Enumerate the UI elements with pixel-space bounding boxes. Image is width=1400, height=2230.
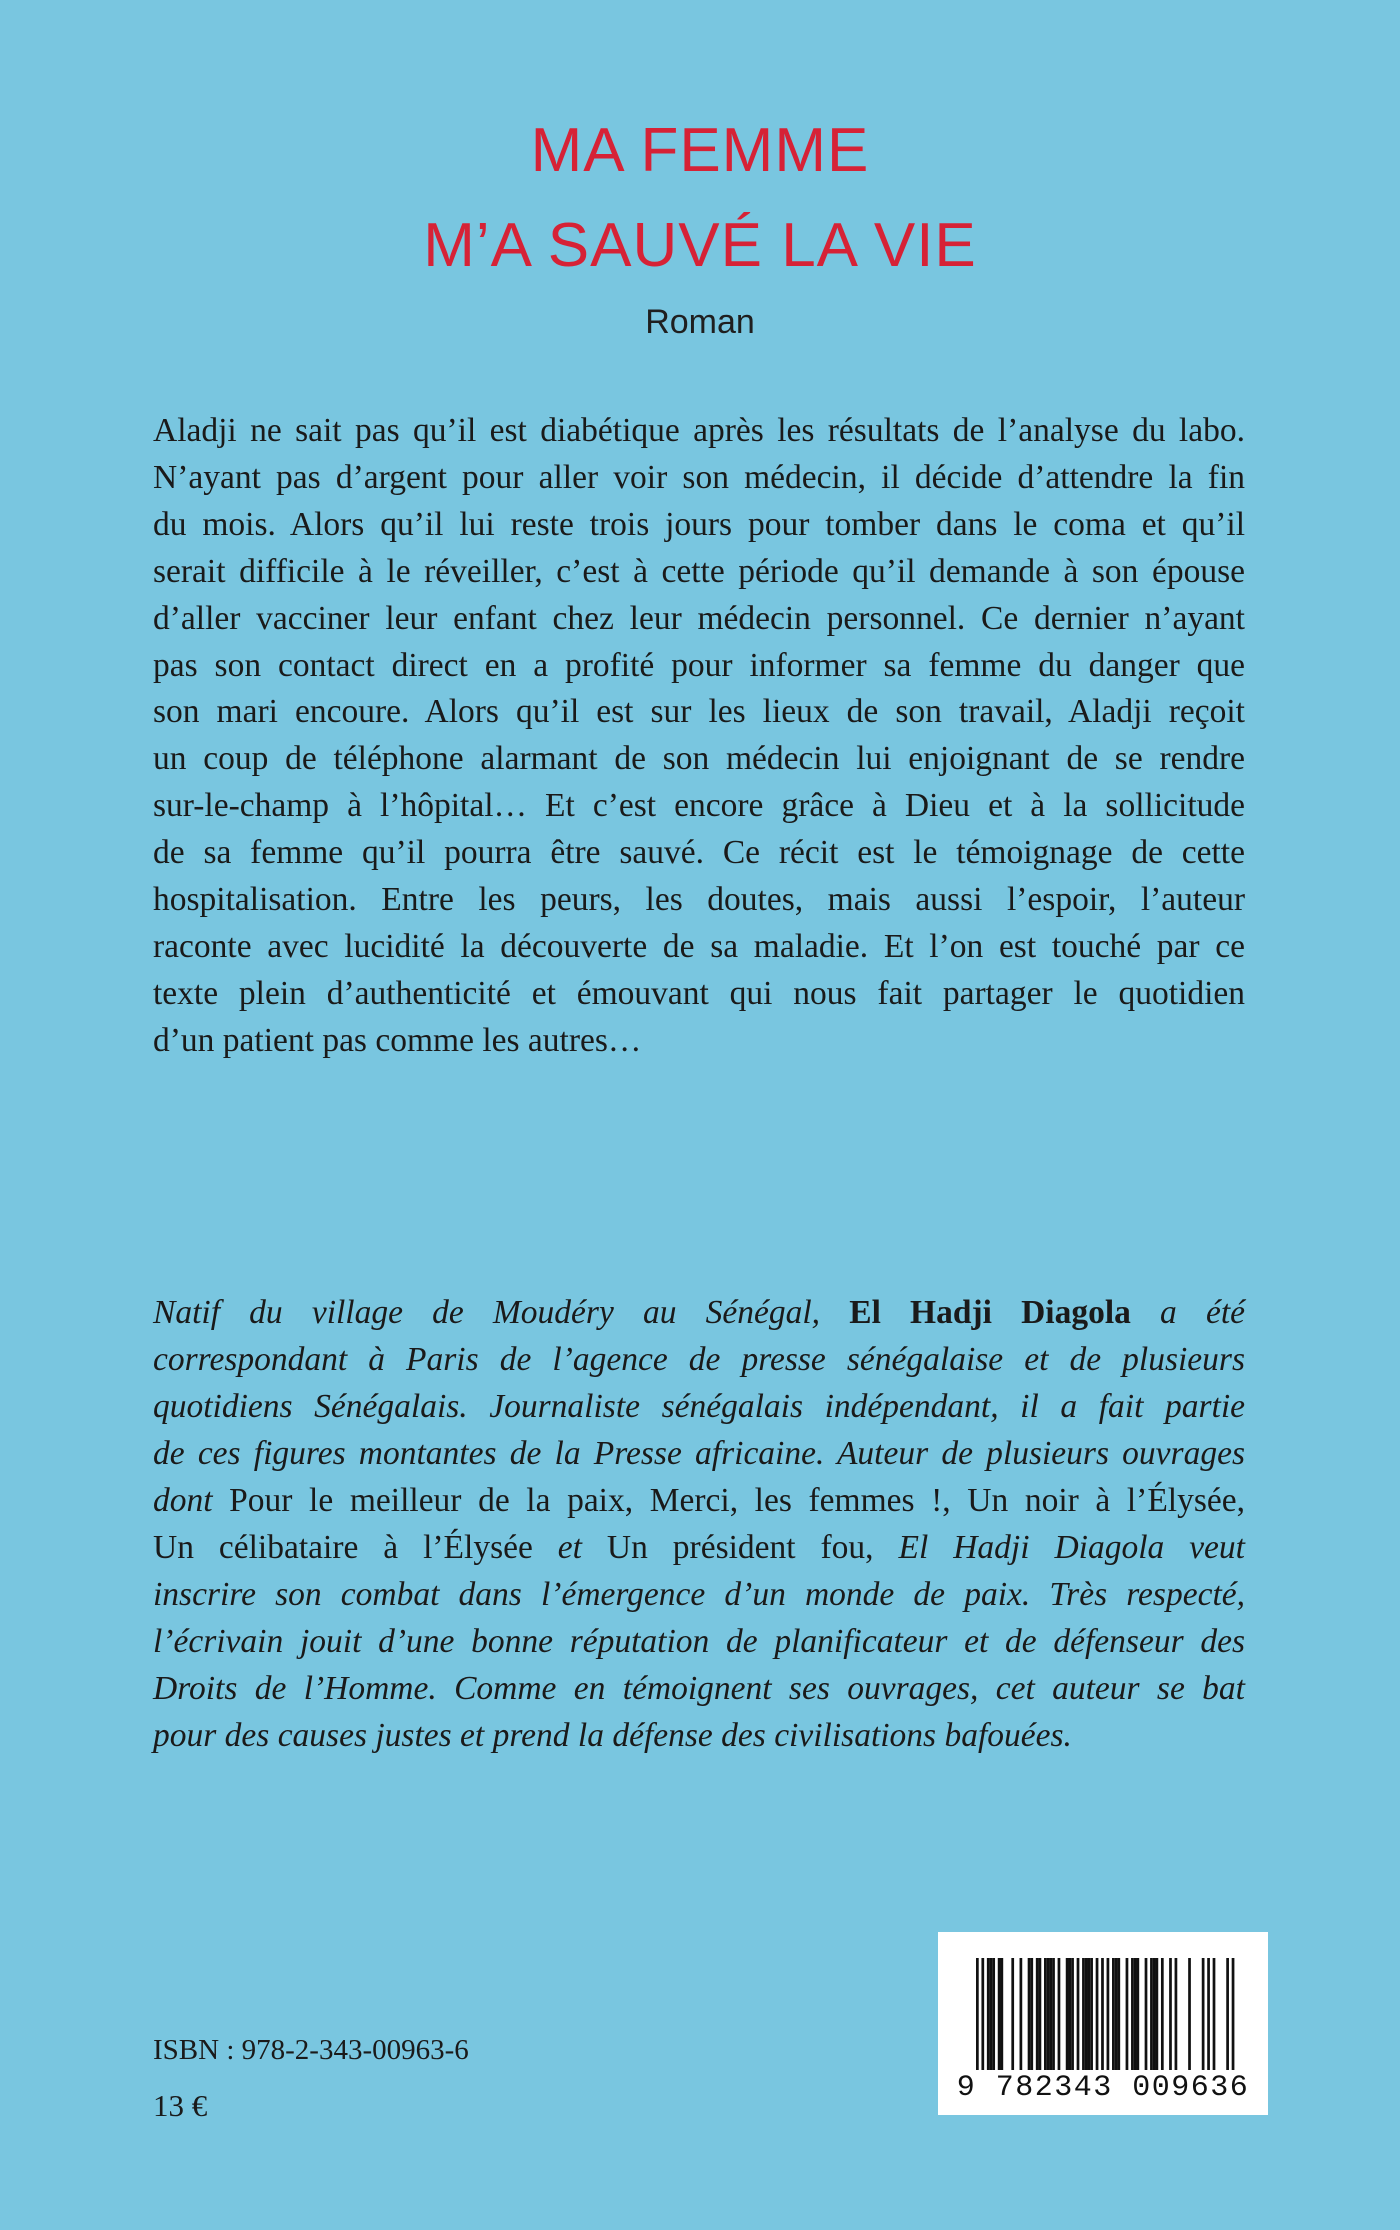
barcode-bar [1039, 1958, 1042, 2070]
barcode-digits: 9 782343 009636 [956, 2071, 1250, 2105]
barcode-bar [1028, 1958, 1031, 2070]
barcode-bar [1161, 1958, 1164, 2070]
barcode-bar [1169, 1958, 1172, 2070]
barcode-bar [1207, 1958, 1210, 2070]
barcode-bar [1107, 1958, 1110, 2070]
author-name: El Hadji Diagola [849, 1294, 1131, 1331]
bio-line: inscrire son combat dans l’émergence d’un monde de paix. Très respecté, [153, 1576, 1245, 1613]
barcode-bar [1101, 1958, 1104, 2070]
barcode-bar [1071, 1958, 1074, 2070]
barcode [938, 1932, 1268, 2115]
isbn: ISBN : 978-2-343-00963-6 [153, 2034, 469, 2066]
barcode-bar [1036, 1958, 1039, 2070]
barcode-bar [1175, 1958, 1178, 2070]
barcode-bar [1088, 1958, 1091, 2070]
barcode-bar [976, 1958, 979, 2070]
author-biography [153, 1289, 1245, 1759]
synopsis-line: N’ayant pas d’argent pour aller voir son médecin, il décide d’attendre la fin [153, 458, 1245, 496]
book-title-line-2: M’A SAUVÉ LA VIE [423, 211, 977, 280]
barcode-bar [992, 1958, 995, 2070]
bio-line: quotidiens Sénégalais. Journaliste sénégalais indépendant, il a fait partie [153, 1388, 1245, 1425]
barcode-bar [1150, 1958, 1153, 2070]
bio-text: Natif du village de Moudéry au Sénégal, [153, 1294, 821, 1331]
barcode-bar [981, 1958, 984, 2070]
barcode-bar [1047, 1958, 1050, 2070]
barcode-bar [1020, 1958, 1023, 2070]
barcode-bar [1156, 1958, 1159, 2070]
barcode-bar [1226, 1958, 1229, 2070]
synopsis-line: son mari encoure. Alors qu’il est sur les lieux de son travail, Aladji reçoit [153, 693, 1245, 731]
barcode-bar [1213, 1958, 1216, 2070]
barcode-bar [1085, 1958, 1088, 2070]
barcode-bar [998, 1958, 1001, 2070]
barcode-bar [1202, 1958, 1205, 2070]
bio-text: et [557, 1529, 582, 1566]
barcode-bar [1000, 1958, 1003, 2070]
barcode-bar [987, 1958, 990, 2070]
bio-book-title: Un président fou, [606, 1529, 874, 1566]
barcode-bar [1082, 1958, 1085, 2070]
synopsis-line: pas son contact direct en a profité pour informer sa femme du danger que [153, 646, 1245, 684]
synopsis-line: raconte avec lucidité la découverte de sa maladie. Et l’on est touché par ce [153, 927, 1245, 965]
barcode-bar [1115, 1958, 1118, 2070]
barcode-bar [1188, 1958, 1191, 2070]
bio-book-title: Un célibataire à l’Élysée [153, 1529, 533, 1566]
bio-line [153, 1289, 1245, 1336]
barcode-bar [990, 1958, 993, 2070]
barcode-bar [1136, 1958, 1139, 2070]
synopsis-line: d’un patient pas comme les autres… [153, 1021, 642, 1059]
barcode-bar [1049, 1958, 1052, 2070]
barcode-bar [1011, 1958, 1014, 2070]
barcode-bar [1058, 1958, 1061, 2070]
barcode-bar [1145, 1958, 1148, 2070]
barcode-bar [1134, 1958, 1137, 2070]
barcode-bar [1232, 1958, 1235, 2070]
bio-book-titles: Pour le meilleur de la paix, Merci, les femmes !, Un noir à l’Élysée, [229, 1482, 1245, 1519]
synopsis-line: texte plein d’authenticité et émouvant qui nous fait partager le quotidien [153, 974, 1245, 1012]
book-title-line-1: MA FEMME [530, 116, 870, 185]
bio-line: Droits de l’Homme. Comme en témoignent ses ouvrages, cet auteur se bat [153, 1670, 1245, 1707]
bio-line: de ces figures montantes de la Presse africaine. Auteur de plusieurs ouvrages [153, 1435, 1245, 1472]
barcode-bar [1077, 1958, 1080, 2070]
barcode-bar [1131, 1958, 1134, 2070]
price: 13 € [153, 2088, 208, 2123]
bio-line: correspondant à Paris de l’agence de presse sénégalaise et de plusieurs [153, 1341, 1245, 1378]
barcode-bar [1117, 1958, 1120, 2070]
barcode-bar [1153, 1958, 1156, 2070]
bio-text: El Hadji Diagola veut [898, 1529, 1245, 1566]
barcode-bar [1090, 1958, 1093, 2070]
barcode-bar [1112, 1958, 1115, 2070]
bio-line [153, 1524, 1245, 1571]
barcode-bar [1066, 1958, 1069, 2070]
barcode-bar [1052, 1958, 1055, 2070]
barcode-bar [1096, 1958, 1099, 2070]
bio-text: a été [1160, 1294, 1245, 1331]
bio-line: pour des causes justes et prend la défense des civilisations bafouées. [153, 1717, 1072, 1754]
barcode-bar [1044, 1958, 1047, 2070]
barcode-bar [1068, 1958, 1071, 2070]
bio-line: l’écrivain jouit d’une bonne réputation de planificateur et de défenseur des [153, 1623, 1245, 1660]
barcode-bar [1030, 1958, 1033, 2070]
synopsis-line: sur-le-champ à l’hôpital… Et c’est encore grâce à Dieu et à la sollicitude [153, 787, 1245, 825]
synopsis-line: Aladji ne sait pas qu’il est diabétique après les résultats de l’analyse du labo. [153, 412, 1245, 449]
synopsis-line: hospitalisation. Entre les peurs, les doutes, mais aussi l’espoir, l’auteur [153, 881, 1245, 919]
book-genre: Roman [645, 303, 755, 341]
bio-text: dont [153, 1482, 213, 1519]
synopsis [153, 408, 1245, 1065]
synopsis-line: du mois. Alors qu’il lui reste trois jours pour tomber dans le coma et qu’il [153, 505, 1245, 543]
synopsis-line: de sa femme qu’il pourra être sauvé. Ce récit est le témoignage de cette [153, 834, 1245, 872]
bio-line [153, 1477, 1245, 1524]
barcode-bar [1126, 1958, 1129, 2070]
synopsis-line: d’aller vacciner leur enfant chez leur médecin personnel. Ce dernier n’ayant [153, 599, 1245, 637]
synopsis-line: un coup de téléphone alarmant de son médecin lui enjoignant de se rendre [153, 740, 1245, 778]
synopsis-line: serait difficile à le réveiller, c’est à cette période qu’il demande à son épouse [153, 552, 1245, 590]
